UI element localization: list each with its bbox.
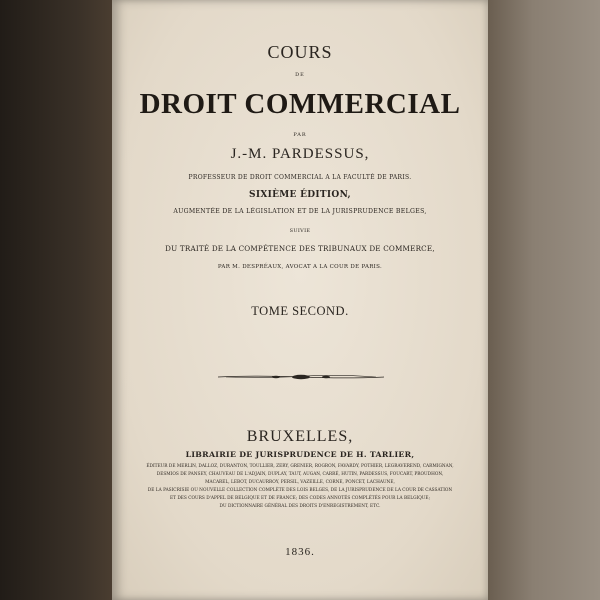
publisher-name: LIBRAIRIE DE JURISPRUDENCE DE H. TARLIER, — [185, 450, 415, 459]
title-page — [112, 0, 488, 600]
title-line-cours: COURS — [267, 42, 333, 62]
publisher-note-line: DESMIOS DE PANSEY, CHAUVEAU DE L'ADJAIN, DUPLAY, TAUT, AUGAN, CARRÉ, HUTIN, PARDESSUS, FOUCART, PROUDHON, — [156, 472, 444, 477]
title-line-de: DE — [295, 72, 305, 78]
treatise-author-line: PAR M. DESPRÉAUX, AVOCAT A LA COUR DE PARIS. — [217, 264, 383, 270]
main-title: DROIT COMMERCIAL — [139, 88, 461, 120]
augmented-line: AUGMENTÉE DE LA LÉGISLATION ET DE LA JURISPRUDENCE BELGES, — [173, 208, 427, 215]
publication-city: BRUXELLES, — [246, 428, 354, 445]
followed-label: SUIVIE — [289, 228, 311, 234]
publisher-note-line: ET DES COURS D'APPEL DE BELGIQUE ET DE FRANCE; DES CODES ANNOTÉS COMPLÉTÉS POUR LA BELGIQUE; — [169, 496, 431, 501]
author-title: PROFESSEUR DE DROIT COMMERCIAL A LA FACULTÉ DE PARIS. — [188, 174, 412, 181]
left-background — [0, 0, 112, 600]
author-name: J.-M. PARDESSUS, — [230, 146, 370, 162]
volume-label: TOME SECOND. — [251, 304, 349, 318]
publisher-note-line: MACAREL, LEBOT, DUCAURROY, PERSIL, VAZEILLE, CORNE, PONCET, LACHAUNE, — [205, 480, 395, 485]
treatise-line: DU TRAITÉ DE LA COMPÉTENCE DES TRIBUNAUX DE COMMERCE, — [165, 244, 435, 253]
publisher-note-line: DU DICTIONNAIRE GÉNÉRAL DES DROITS D'ENREGISTREMENT, ETC. — [219, 504, 381, 509]
publisher-note-line: ÉDITEUR DE MERLIN, DALLOZ, DURANTON, TOULLIER, ZERY, GRENIER, ROGRON, FAVARDY, POTHIER, LEGRAVEREND, CARMIGNAN, — [146, 464, 454, 469]
ornamental-rule — [216, 372, 386, 382]
publication-year: 1836. — [285, 546, 315, 558]
right-background — [488, 0, 600, 600]
publisher-note-line: DE LA PASICRISIE OU NOUVELLE COLLECTION COMPLÈTE DES LOIS BELGES, DE LA JURISPRUDENCE DE LA COUR DE CASSATION — [147, 488, 453, 493]
edition-line: SIXIÈME ÉDITION, — [249, 190, 351, 200]
by-label: PAR — [293, 132, 307, 138]
